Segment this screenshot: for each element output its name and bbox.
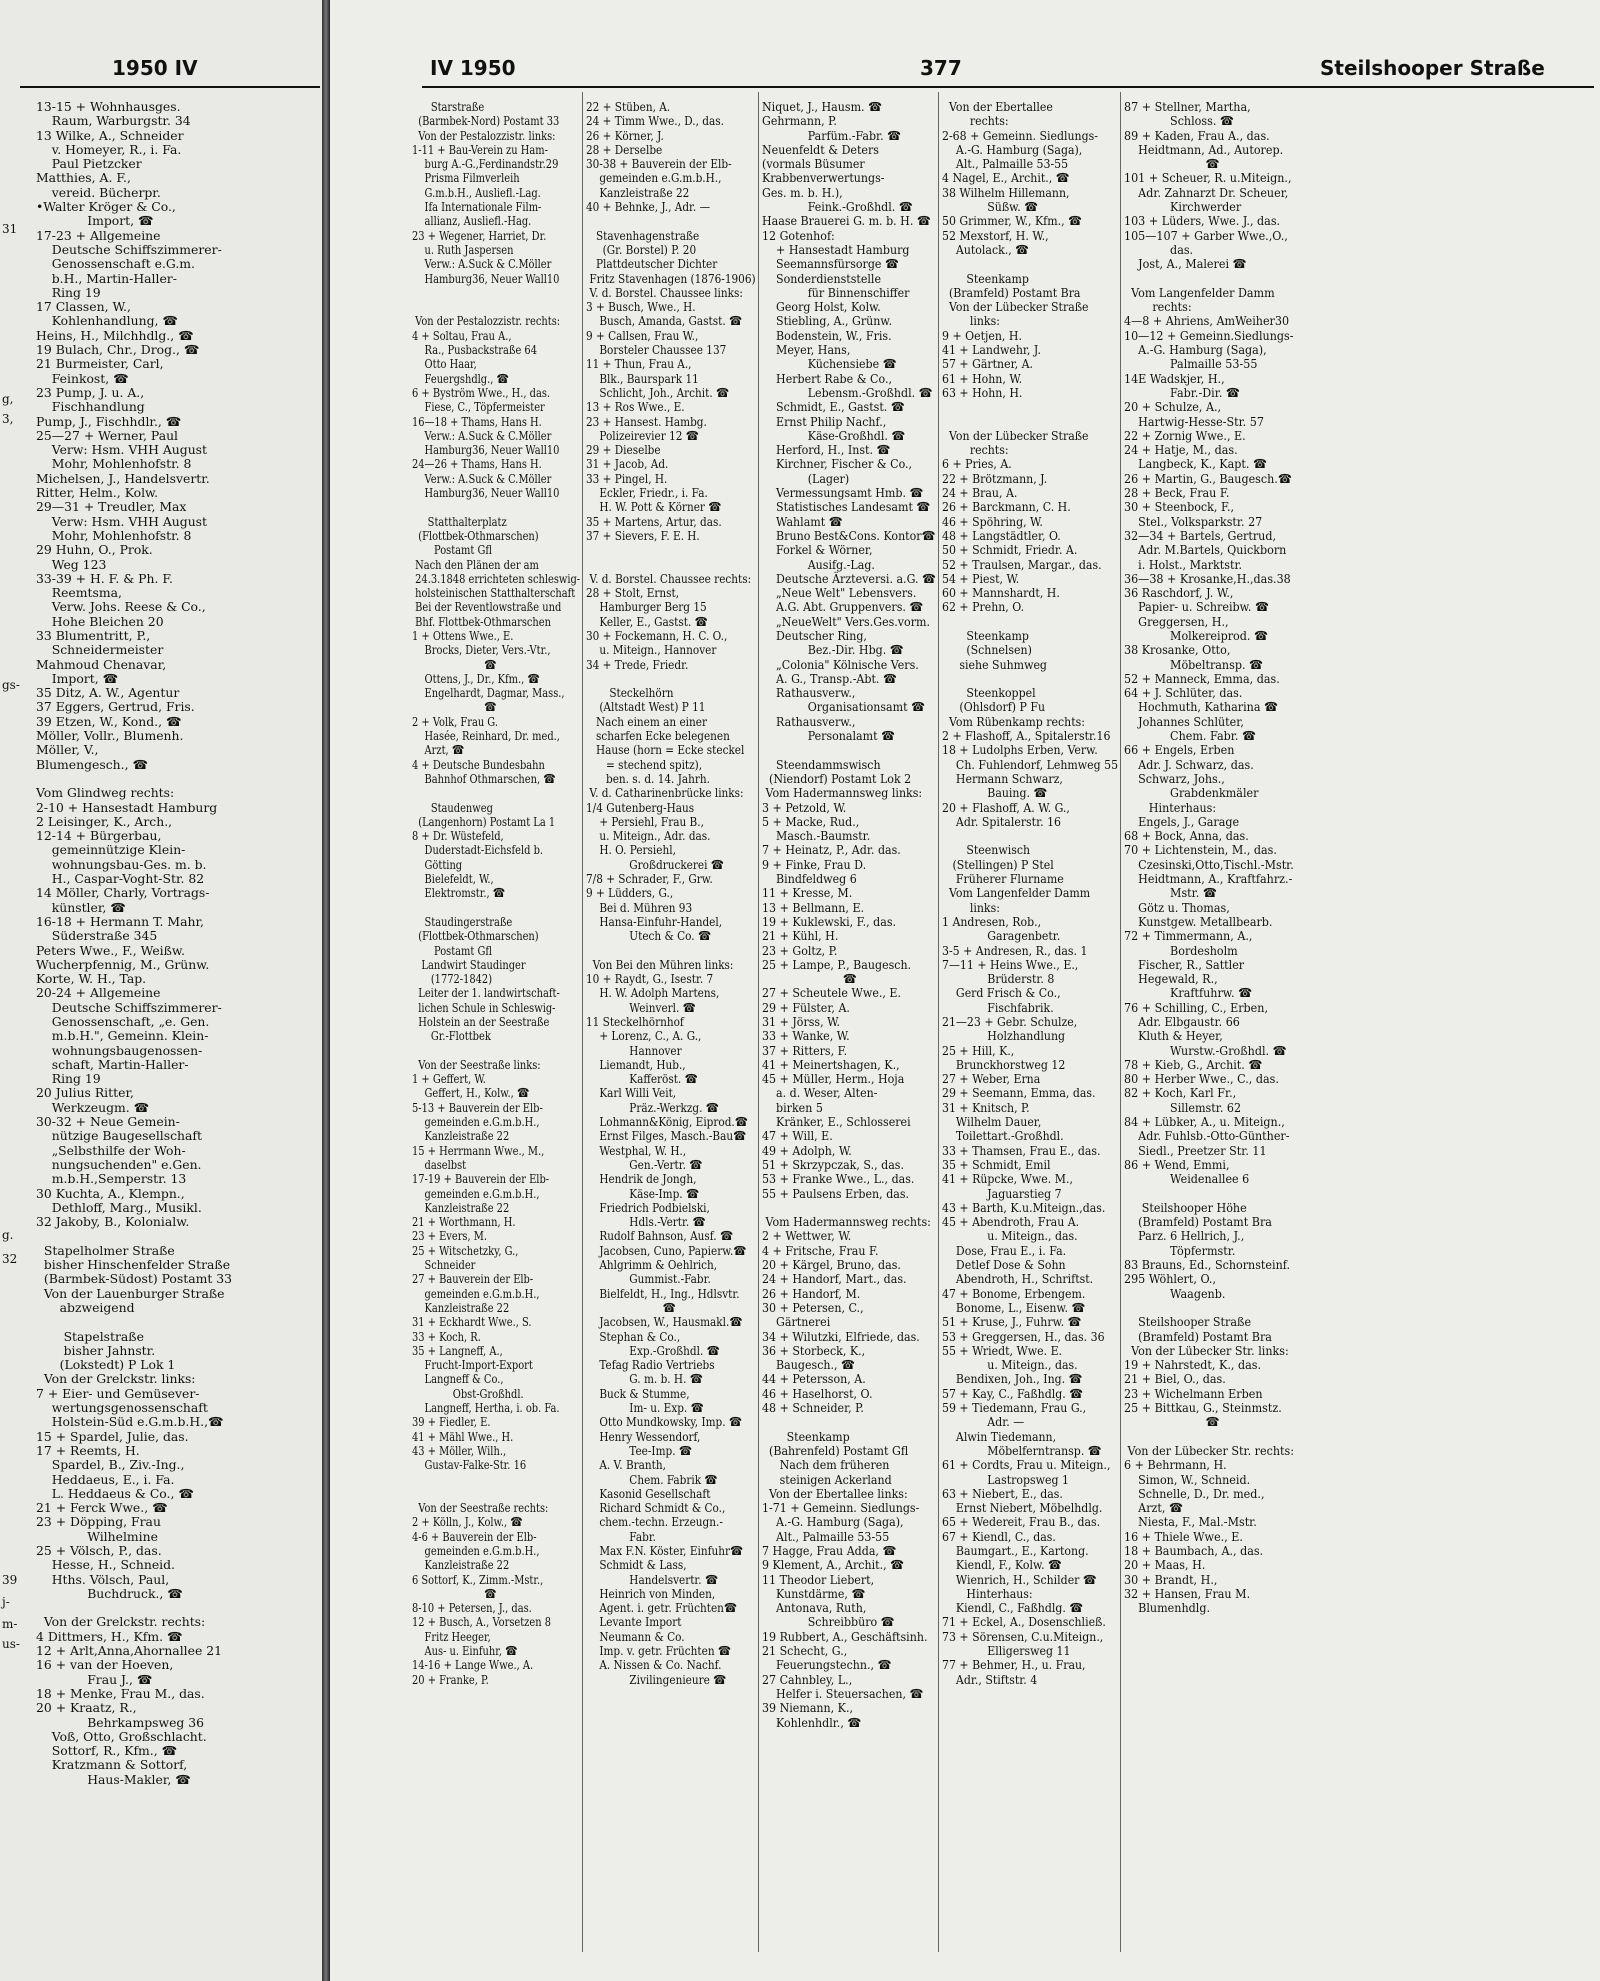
margin-fragment: 32 <box>2 1252 18 1266</box>
margin-fragment: 31 <box>2 222 18 236</box>
margin-fragment: us- <box>2 1637 20 1651</box>
margin-fragment: j- <box>2 1595 10 1609</box>
directory-column-2: 22 + Stüben, A. 24 + Timm Wwe., D., das. 26 + Körner, J. 28 + Derselbe 30-38 + Bauverein der Elb- gemeinden e.G.m.b.H., Kanzleistraße 22 40 + Behnke, J., Adr. — Stavenhagenstraße (Gr. Borstel) P. 20 Plattdeutscher Dichter Fritz Stavenhagen (1876-1906) V. d. Borstel. Chaussee links: 3 + Busch, Wwe., H. Busch, Amanda, Gastst. ☎ 9 + Callsen, Frau W., Borsteler Chaussee 137 11 + Thun, Frau A., Blk., Baurspark 11 Schlicht, Joh., Archit. ☎ 13 + Ros Wwe., E. 23 + Hansest. Hambg. Polizeirevier 12 ☎ 29 + Dieselbe 31 + Jacob, Ad. 33 + Pingel, H. Eckler, Friedr., i. Fa. H. W. Pott & Körner ☎ 35 + Martens, Artur, das. 37 + Sievers, F. E. H. V. d. Borstel. Chaussee rechts: 28 + Stolt, Ernst, Hamburger Berg 15 Keller, E., Gastst. ☎ 30 + Fockemann, H. C. O., u. Miteign., Hannover 34 + Trede, Friedr. Steckelhörn (Altstadt West) P 11 Nach einem an einer scharfen Ecke belegenen Hause (horn = Ecke steckel = stechend spitz), ben. s. d. 14. Jahrh. V. d. Catharinenbrücke links: 1/4 Gutenberg-Haus + Persiehl, Frau B., u. Miteign., Adr. das. H. O. Persiehl, Großdruckerei ☎ 7/8 + Schrader, F., Grw. 9 + Lüdders, G., Bei d. Mühren 93 Hansa-Einfuhr-Handel, Utech & Co. ☎ Von Bei den Mühren links: 10 + Raydt, G., Isestr. 7 H. W. Adolph Martens, Weinverl. ☎ 11 Steckelhörnhof + Lorenz, C., A. G., Hannover Liemandt, Hub., Kafferöst. ☎ Karl Willi Veit, Präz.-Werkzg. ☎ Lohmann&König, Eiprod.☎ Ernst Filges, Masch.-Bau☎ Westphal, W. H., Gen.-Vertr. ☎ Hendrik de Jongh, Käse-Imp. ☎ Friedrich Podbielski, Hdls.-Vertr. ☎ Rudolf Bahnson, Ausf. ☎ Jacobsen, Cuno, Papierw.☎ Ahlgrimm & Oehlrich, Gummist.-Fabr. Bielfeldt, H., Ing., Hdlsvtr. ☎ Jacobsen, W., Hausmakl.☎ Stephan & Co., Exp.-Großhdl. ☎ Tefag Radio Vertriebs G. m. b. H. ☎ Buck & Stumme, Im- u. Exp. ☎ Otto Mundkowsky, Imp. ☎ Henry Wessendorf, Tee-Imp. ☎ A. V. Branth, Chem. Fabrik ☎ Kasonid Gesellschaft Richard Schmidt & Co., chem.-techn. Erzeugn.- Fabr. Max F.N. Köster, Einfuhr☎ Schmidt & Lass, Handelsvertr. ☎ Heinrich von Minden, Agent. i. getr. Früchten☎ Levante Import Neumann & Co. Imp. v. getr. Früchten ☎ A. Nissen & Co. Nachf. Zivilingenieure ☎ <box>586 100 756 1687</box>
column-divider <box>582 92 583 1952</box>
margin-fragment: g. <box>2 1228 14 1242</box>
left-page <box>0 0 325 1981</box>
right-page-header-left: IV 1950 <box>430 56 516 80</box>
right-page <box>330 0 1600 1981</box>
left-page-column: 13-15 + Wohnhausges. Raum, Warburgstr. 34 13 Wilke, A., Schneider v. Homeyer, R., i. Fa. Paul Pietzcker Matthies, A. F., vereid. Bücherpr. •Walter Kröger & Co., Import, ☎ 17-23 + Allgemeine Deutsche Schiffszimmerer- Genossenschaft e.G.m. b.H., Martin-Haller- Ring 19 17 Classen, W., Kohlenhandlung, ☎ Heins, H., Milchhdlg., ☎ 19 Bulach, Chr., Drog., ☎ 21 Burmeister, Carl, Feinkost, ☎ 23 Pump, J. u. A., Fischhandlung Pump, J., Fischhdlr., ☎ 25—27 + Werner, Paul Verw: Hsm. VHH August Mohr, Mohlenhofstr. 8 Michelsen, J., Handelsvertr. Ritter, Helm., Kolw. 29—31 + Treudler, Max Verw: Hsm. VHH August Mohr, Mohlenhofstr. 8 29 Huhn, O., Prok. Weg 123 33-39 + H. F. & Ph. F. Reemtsma, Verw. Johs. Reese & Co., Hohe Bleichen 20 33 Blumentritt, P., Schneidermeister Mahmoud Chenavar, Import, ☎ 35 Ditz, A. W., Agentur 37 Eggers, Gertrud, Fris. 39 Etzen, W., Kond., ☎ Möller, Vollr., Blumenh. Möller, V., Blumengesch., ☎ Vom Glindweg rechts: 2-10 + Hansestadt Hamburg 2 Leisinger, K., Arch., 12-14 + Bürgerbau, gemeinnützige Klein- wohnungsbau-Ges. m. b. H., Caspar-Voght-Str. 82 14 Möller, Charly, Vortrags- künstler, ☎ 16-18 + Hermann T. Mahr, Süderstraße 345 Peters Wwe., F., Weißw. Wucherpfennig, M., Grünw. Korte, W. H., Tap. 20-24 + Allgemeine Deutsche Schiffszimmerer- Genossenschaft, „e. Gen. m.b.H.", Gemeinn. Klein- wohnungsbaugenossen- schaft, Martin-Haller- Ring 19 20 Julius Ritter, Werkzeugm. ☎ 30-32 + Neue Gemein- nützige Baugesellschaft „Selbsthilfe der Woh- nungsuchenden" e.Gen. m.b.H.,Semperstr. 13 30 Kuchta, A., Klempn., Dethloff, Marg., Musikl. 32 Jakoby, B., Kolonialw. Stapelholmer Straße bisher Hinschenfelder Straße (Barmbek-Südost) Postamt 33 Von der Lauenburger Straße abzweigend Stapelstraße bisher Jahnstr. (Lokstedt) P Lok 1 Von der Grelckstr. links: 7 + Eier- und Gemüsever- wertungsgenossenschaft Holstein-Süd e.G.m.b.H.,☎ 15 + Spardel, Julie, das. 17 + Reemts, H. Spardel, B., Ziv.-Ing., Heddaeus, E., i. Fa. L. Heddaeus & Co., ☎ 21 + Ferck Wwe., ☎ 23 + Döpping, Frau Wilhelmine 25 + Völsch, P., das. Hesse, H., Schneid. Hths. Völsch, Paul, Buchdruck., ☎ Von der Grelckstr. rechts: 4 Dittmers, H., Kfm. ☎ 12 + Arlt,Anna,Ahornallee 21 16 + van der Hoeven, Frau J., ☎ 18 + Menke, Frau M., das. 20 + Kraatz, R., Behrkampsweg 36 Voß, Otto, Großschlacht. Sottorf, R., Kfm., ☎ Kratzmann & Sottorf, Haus-Makler, ☎ <box>36 100 233 1787</box>
header-rule <box>422 86 1594 88</box>
left-page-header: 1950 IV <box>112 56 198 80</box>
column-divider <box>758 92 759 1952</box>
margin-fragment: gs- <box>2 678 20 692</box>
column-divider <box>1120 92 1121 1952</box>
directory-column-4: Von der Ebertallee rechts: 2-68 + Gemeinn. Siedlungs- A.-G. Hamburg (Saga), Alt., Palmaille 53-55 4 Nagel, E., Archit., ☎ 38 Wilhelm Hillemann, Süßw. ☎ 50 Grimmer, W., Kfm., ☎ 52 Mexstorf, H. W., Autolack., ☎ Steenkamp (Bramfeld) Postamt Bra Von der Lübecker Straße links: 9 + Oetjen, H. 41 + Landwehr, J. 57 + Gärtner, A. 61 + Hohn, W. 63 + Hohn, H. Von der Lübecker Straße rechts: 6 + Pries, A. 22 + Brötzmann, J. 24 + Brau, A. 26 + Barckmann, C. H. 46 + Spöhring, W. 48 + Langstädtler, O. 50 + Schmidt, Friedr. A. 52 + Traulsen, Margar., das. 54 + Piest, W. 60 + Mannshardt, H. 62 + Prehn, O. Steenkamp (Schnelsen) siehe Suhmweg Steenkoppel (Ohlsdorf) P Fu Vom Rübenkamp rechts: 2 + Flashoff, A., Spitalerstr.16 18 + Ludolphs Erben, Verw. Ch. Fuhlendorf, Lehmweg 55 Hermann Schwarz, Bauing. ☎ 20 + Flashoff, A. W. G., Adr. Spitalerstr. 16 Steenwisch (Stellingen) P Stel Früherer Flurname Vom Langenfelder Damm links: 1 Andresen, Rob., Garagenbetr. 3-5 + Andresen, R., das. 1 7—11 + Heins Wwe., E., Brüderstr. 8 Gerd Frisch & Co., Fischfabrik. 21—23 + Gebr. Schulze, Holzhandlung 25 + Hill, K., Brunckhorstweg 12 27 + Weber, Erna 29 + Seemann, Emma, das. 31 + Knitsch, P. Wilhelm Dauer, Toilettart.-Großhdl. 33 + Thamsen, Frau E., das. 35 + Schmidt, Emil 41 + Rüpcke, Wwe. M., Jaguarstieg 7 43 + Barth, K.u.Miteign.,das. 45 + Abendroth, Frau A. u. Miteign., das. Dose, Frau E., i. Fa. Detlef Dose & Sohn Abendroth, H., Schriftst. 47 + Bonome, Erbengem. Bonome, L., Eisenw. ☎ 51 + Kruse, J., Fuhrw. ☎ 53 + Greggersen, H., das. 36 55 + Wriedt, Wwe. E. u. Miteign., das. Bendixen, Joh., Ing. ☎ 57 + Kay, C., Faßhdlg. ☎ 59 + Tiedemann, Frau G., Adr. — Alwin Tiedemann, Möbelferntransp. ☎ 61 + Cordts, Frau u. Miteign., Lastropsweg 1 63 + Niebert, E., das. Ernst Niebert, Möbelhdlg. 65 + Wedereit, Frau B., das. 67 + Kiendl, C., das. Baumgart., E., Kartong. Kiendl, F., Kolw. ☎ Wienrich, H., Schilder ☎ Hinterhaus: Kiendl, C., Faßhdlg. ☎ 71 + Eckel, A., Dosenschließ. 73 + Sörensen, C.u.Miteign., Elligersweg 11 77 + Behmer, H., u. Frau, Adr., Stiftstr. 4 <box>942 100 1118 1687</box>
page-number: 377 <box>920 56 962 80</box>
right-page-header-right: Steilshooper Straße <box>1320 56 1545 80</box>
directory-column-1: Starstraße (Barmbek-Nord) Postamt 33 Von der Pestalozzistr. links: 1-11 + Bau-Verein zu Ham- burg A.-G.,Ferdinandstr.29 Prisma Filmverleih G.m.b.H., Ausliefl.-Lag. Ifa Internationale Film- allianz, Ausliefl.-Hag. 23 + Wegener, Harriet, Dr. u. Ruth Jaspersen Verw.: A.Suck & C.Möller Hamburg36, Neuer Wall10 Von der Pestalozzistr. rechts: 4 + Soltau, Frau A., Ra., Pusbackstraße 64 Otto Haar, Feuergshdlg., ☎ 6 + Byström Wwe., H., das. Fiese, C., Töpfermeister 16—18 + Thams, Hans H. Verw.: A.Suck & C.Möller Hamburg36, Neuer Wall10 24—26 + Thams, Hans H. Verw.: A.Suck & C.Möller Hamburg36, Neuer Wall10 Statthalterplatz (Flottbek-Othmarschen) Postamt Gfl Nach den Plänen der am 24.3.1848 errichteten schleswig- holsteinischen Statthalterschaft Bei der Reventlowstraße und Bhf. Flottbek-Othmarschen 1 + Ottens Wwe., E. Brocks, Dieter, Vers.-Vtr., ☎ Ottens, J., Dr., Kfm., ☎ Engelhardt, Dagmar, Mass., ☎ 2 + Volk, Frau G. Hasée, Reinhard, Dr. med., Arzt, ☎ 4 + Deutsche Bundesbahn Bahnhof Othmarschen, ☎ Staudenweg (Langenhorn) Postamt La 1 8 + Dr. Wüstefeld, Duderstadt-Eichsfeld b. Götting Bielefeldt, W., Elektromstr., ☎ Staudingerstraße (Flottbek-Othmarschen) Postamt Gfl Landwirt Staudinger (1772-1842) Leiter der 1. landwirtschaft- lichen Schule in Schleswig- Holstein an der Seestraße Gr.-Flottbek Von der Seestraße links: 1 + Geffert, W. Geffert, H., Kolw., ☎ 5-13 + Bauverein der Elb- gemeinden e.G.m.b.H., Kanzleistraße 22 15 + Herrmann Wwe., M., daselbst 17-19 + Bauverein der Elb- gemeinden e.G.m.b.H., Kanzleistraße 22 21 + Worthmann, H. 23 + Evers, M. 25 + Witschetzky, G., Schneider 27 + Bauverein der Elb- gemeinden e.G.m.b.H., Kanzleistraße 22 31 + Eckhardt Wwe., S. 33 + Koch, R. 35 + Langneff, A., Frucht-Import-Export Langneff & Co., Obst-Großhdl. Langneff, Hertha, i. ob. Fa. 39 + Fiedler, E. 41 + Mähl Wwe., H. 43 + Möller, Wilh., Gustav-Falke-Str. 16 Von der Seestraße rechts: 2 + Kölln, J., Kolw., ☎ 4-6 + Bauverein der Elb- gemeinden e.G.m.b.H., Kanzleistraße 22 6 Sottorf, K., Zimm.-Mstr., ☎ 8-10 + Petersen, J., das. 12 + Busch, A., Vorsetzen 8 Fritz Heeger, Aus- u. Einfuhr, ☎ 14-16 + Lange Wwe., A. 20 + Franke, P. <box>412 100 580 1687</box>
margin-fragment: 39 <box>2 1573 18 1587</box>
column-divider <box>938 92 939 1952</box>
margin-fragment: g, <box>2 392 14 406</box>
directory-column-3: Niquet, J., Hausm. ☎ Gehrmann, P. Parfüm.-Fabr. ☎ Neuenfeldt & Deters (vormals Büsumer Krabbenverwertungs- Ges. m. b. H.), Feink.-Großhdl. ☎ Haase Brauerei G. m. b. H. ☎ 12 Gotenhof: + Hansestadt Hamburg Seemannsfürsorge ☎ Sonderdienststelle für Binnenschiffer Georg Holst, Kolw. Stiebling, A., Grünw. Bodenstein, W., Fris. Meyer, Hans, Küchensiebe ☎ Herbert Rabe & Co., Lebensm.-Großhdl. ☎ Schmidt, E., Gastst. ☎ Ernst Philip Nachf., Käse-Großhdl. ☎ Herford, H., Inst. ☎ Kirchner, Fischer & Co., (Lager) Vermessungsamt Hmb. ☎ Statistisches Landesamt ☎ Wahlamt ☎ Bruno Best&Cons. Kontor☎ Forkel & Wörner, Ausifg.-Lag. Deutsche Ärzteversi. a.G. ☎ „Neue Welt" Lebensvers. A.G. Abt. Gruppenvers. ☎ „NeueWelt" Vers.Ges.vorm. Deutscher Ring, Bez.-Dir. Hbg. ☎ „Colonia" Kölnische Vers. A. G., Transp.-Abt. ☎ Rathausverw., Organisationsamt ☎ Rathausverw., Personalamt ☎ Steendammswisch (Niendorf) Postamt Lok 2 Vom Hadermannsweg links: 3 + Petzold, W. 5 + Macke, Rud., Masch.-Baumstr. 7 + Heinatz, P., Adr. das. 9 + Finke, Frau D. Bindfeldweg 6 11 + Kresse, M. 13 + Bellmann, E. 19 + Kuklewski, F., das. 21 + Kühl, H. 23 + Goltz, P. 25 + Lampe, P., Baugesch. ☎ 27 + Scheutele Wwe., E. 29 + Fülster, A. 31 + Jörss, W. 33 + Wanke, W. 37 + Ritters, F. 41 + Meinertshagen, K., 45 + Müller, Herm., Hoja a. d. Weser, Alten- birken 5 Kränker, E., Schlosserei 47 + Will, E. 49 + Adolph, W. 51 + Skrzypczak, S., das. 53 + Franke Wwe., L., das. 55 + Paulsens Erben, das. Vom Hadermannsweg rechts: 2 + Wettwer, W. 4 + Fritsche, Frau F. 20 + Kärgel, Bruno, das. 24 + Handorf, Mart., das. 26 + Handorf, M. 30 + Petersen, C., Gärtnerei 34 + Wilutzki, Elfriede, das. 36 + Storbeck, K., Baugesch., ☎ 44 + Petersson, A. 46 + Haselhorst, O. 48 + Schneider, P. Steenkamp (Bahrenfeld) Postamt Gfl Nach dem früheren steinigen Ackerland Von der Ebertallee links: 1-71 + Gemeinn. Siedlungs- A.-G. Hamburg (Saga), Alt., Palmaille 53-55 7 Hagge, Frau Adda, ☎ 9 Klement, A., Archit., ☎ 11 Theodor Liebert, Kunstdärme, ☎ Antonava, Ruth, Schreibbüro ☎ 19 Rubbert, A., Geschäftsinh. 21 Schecht, G., Feuerungstechn., ☎ 27 Cahnbley, L., Helfer i. Steuersachen, ☎ 39 Niemann, K., Kohlenhdlr., ☎ <box>762 100 936 1730</box>
directory-column-5: 87 + Stellner, Martha, Schloss. ☎ 89 + Kaden, Frau A., das. Heidtmann, Ad., Autorep. ☎ 101 + Scheuer, R. u.Miteign., Adr. Zahnarzt Dr. Scheuer, Kirchwerder 103 + Lüders, Wwe. J., das. 105—107 + Garber Wwe.,O., das. Jost, A., Malerei ☎ Vom Langenfelder Damm rechts: 4—8 + Ahriens, AmWeiher30 10—12 + Gemeinn.Siedlungs- A.-G. Hamburg (Saga), Palmaille 53-55 14E Wadskjer, H., Fabr.-Dir. ☎ 20 + Schulze, A., Hartwig-Hesse-Str. 57 22 + Zornig Wwe., E. 24 + Hatje, M., das. Langbeck, K., Kapt. ☎ 26 + Martin, G., Baugesch.☎ 28 + Beck, Frau F. 30 + Steenbock, F., Stel., Volksparkstr. 27 32—34 + Bartels, Gertrud, Adr. M.Bartels, Quickborn i. Holst., Marktstr. 36—38 + Krosanke,H.,das.38 36 Raschdorf, J. W., Papier- u. Schreibw. ☎ Greggersen, H., Molkereiprod. ☎ 38 Krosanke, Otto, Möbeltransp. ☎ 52 + Manneck, Emma, das. 64 + J. Schlüter, das. Hochmuth, Katharina ☎ Johannes Schlüter, Chem. Fabr. ☎ 66 + Engels, Erben Adr. J. Schwarz, das. Schwarz, Johs., Grabdenkmäler Hinterhaus: Engels, J., Garage 68 + Bock, Anna, das. 70 + Lichtenstein, M., das. Czesinski,Otto,Tischl.-Mstr. Heidtmann, A., Kraftfahrz.- Mstr. ☎ Götz u. Thomas, Kunstgew. Metallbearb. 72 + Timmermann, A., Bordesholm Fischer, R., Sattler Hegewald, R., Kraftfuhrw. ☎ 76 + Schilling, C., Erben, Adr. Elbgaustr. 66 Kluth & Heyer, Wurstw.-Großhdl. ☎ 78 + Kieb, G., Archit. ☎ 80 + Herber Wwe., C., das. 82 + Koch, Karl Fr., Sillemstr. 62 84 + Lübker, A., u. Miteign., Adr. Fuhlsb.-Otto-Günther- Siedl., Preetzer Str. 11 86 + Wend, Emmi, Weidenallee 6 Steilshooper Höhe (Bramfeld) Postamt Bra Parz. 6 Hellrich, J., Töpfermstr. 83 Brauns, Ed., Schornsteinf. 295 Wöhlert, O., Waagenb. Steilshooper Straße (Bramfeld) Postamt Bra Von der Lübecker Str. links: 19 + Nahrstedt, K., das. 21 + Biel, O., das. 23 + Wichelmann Erben 25 + Bittkau, G., Steinmstz. ☎ Von der Lübecker Str. rechts: 6 + Behrmann, H. Simon, W., Schneid. Schnelle, D., Dr. med., Arzt, ☎ Niesta, F., Mal.-Mstr. 16 + Thiele Wwe., E. 18 + Baumbach, A., das. 20 + Maas, H. 30 + Brandt, H., 32 + Hansen, Frau M. Blumenhdlg. <box>1124 100 1294 1616</box>
margin-fragment: m- <box>2 1617 18 1631</box>
header-rule <box>20 86 320 88</box>
book-spine <box>322 0 330 1981</box>
margin-fragment: 3, <box>2 412 14 426</box>
